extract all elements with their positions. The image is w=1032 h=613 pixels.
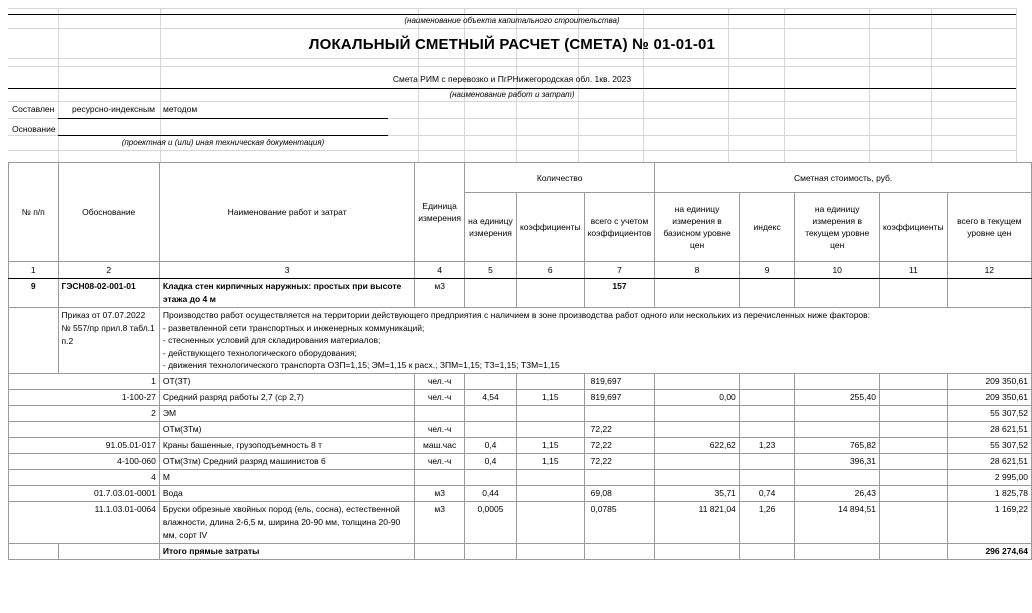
note-line: - разветвленной сети транспортных и инженерных коммуникаций; [162,322,425,333]
row-name: ОТм(Зтм) Средний разряд машинистов 6 [159,453,414,469]
table-row [9,501,1032,543]
col-number: 5 [465,262,517,279]
note-row [9,308,1032,374]
table-row [9,437,1032,453]
row-name: ЭМ [159,405,414,421]
col-number: 6 [516,262,584,279]
row-qty-total: 0,0785 [584,501,655,543]
row-current-price [795,373,879,389]
note-basis: Приказ от 07.07.2022 № 557/пр прил.8 табл.1 п.2 [58,308,159,374]
row-base-price [655,469,739,485]
row-code: 4 [9,469,160,485]
row-code: 91.05.01-017 [9,437,160,453]
row-unit [415,469,465,485]
col-header-cost-base: на единицу измерения в базисном уровне цен [655,193,739,262]
row-current-price: 255,40 [795,389,879,405]
composed-label: Составлен [12,104,55,114]
row-name: ОТ(ЗТ) [159,373,414,389]
row-cost-coef [879,389,947,405]
basis-label: Основание [12,124,56,134]
row-current-price: 765,82 [795,437,879,453]
row-cost-coef [879,469,947,485]
estimate-title: ЛОКАЛЬНЫЙ СМЕТНЫЙ РАСЧЕТ (СМЕТА) № 01-01-01 [308,36,716,53]
row-unit: чел.-ч [415,421,465,437]
row-index [739,453,795,469]
row-index [739,421,795,437]
row-qty: 4,54 [465,389,517,405]
row-total: 28 621,51 [947,453,1031,469]
row-code: 2 [9,405,160,421]
composed-value-method: ресурсно-индексным [72,104,155,114]
col-number: 7 [584,262,655,279]
col-header-cost-index: индекс [739,193,795,262]
row-name: Вода [159,485,414,501]
row-qty-total: 72,22 [584,421,655,437]
row-unit: чел.-ч [415,389,465,405]
row-cost-coef [879,501,947,543]
row-base-price: 11 821,04 [655,501,739,543]
object-caption: (наименование объекта капитального строительства) [404,16,620,25]
row-code: 01.7.03.01-0001 [9,485,160,501]
row-qty-total: 819,697 [584,389,655,405]
row-total: 209 350,61 [947,389,1031,405]
row-cost-coef [879,437,947,453]
table-row [9,469,1032,485]
table-row [9,485,1032,501]
row-total: 55 307,52 [947,405,1031,421]
row-base-price [655,453,739,469]
row-total: 2 995,00 [947,469,1031,485]
row-index: 0,74 [739,485,795,501]
row-code [9,421,160,437]
row-index [739,405,795,421]
row-index [739,469,795,485]
table-row [9,389,1032,405]
row-qty-total: 72,22 [584,453,655,469]
row-qty [465,469,517,485]
col-header-unit: Единица измерения [415,163,465,262]
row-coef: 1,15 [516,453,584,469]
note-line: - стесненных условий для складирования материалов; [162,335,381,345]
row-unit: м3 [415,485,465,501]
row-current-price [795,421,879,437]
position-number: 9 [9,279,59,308]
row-unit: чел.-ч [415,373,465,389]
works-caption: (наименование работ и затрат) [449,90,575,99]
row-name: М [159,469,414,485]
col-header-qty-total: всего с учетом коэффициентов [584,193,655,262]
row-unit: м3 [415,501,465,543]
position-row [9,279,1032,308]
position-name: Кладка стен кирпичных наружных: простых при высоте этажа до 4 м [159,279,414,308]
col-header-basis: Обоснование [58,163,159,262]
row-total: 28 621,51 [947,421,1031,437]
row-qty: 0,0005 [465,501,517,543]
row-name: ОТм(ЗТм) [159,421,414,437]
note-line: Производство работ осуществляется на территории действующего предприятия с наличием в зоне производства работ одного или нескольких из перечисленных ниже факторов: [162,310,871,320]
col-number: 8 [655,262,739,279]
table-row [9,421,1032,437]
total-value: 296 274,64 [947,543,1031,559]
row-qty [465,405,517,421]
col-number: 10 [795,262,879,279]
row-name: Краны башенные, грузоподъемность 8 т [159,437,414,453]
row-current-price: 14 894,51 [795,501,879,543]
position-qty-total: 157 [584,279,655,308]
row-coef [516,469,584,485]
row-qty: 0,4 [465,437,517,453]
row-base-price [655,373,739,389]
row-coef [516,405,584,421]
col-number: 2 [58,262,159,279]
col-header-cost-total: всего в текущем уровне цен [947,193,1031,262]
row-qty: 0,44 [465,485,517,501]
row-base-price [655,421,739,437]
row-qty: 0,4 [465,453,517,469]
row-unit [415,405,465,421]
basis-caption: (проектная и (или) иная техническая документация) [121,138,325,147]
row-index: 1,26 [739,501,795,543]
table-row [9,453,1032,469]
col-group-quantity: Количество [465,163,655,193]
composed-value-method-word: методом [163,104,198,114]
row-current-price: 396,31 [795,453,879,469]
col-number: 1 [9,262,59,279]
note-line: - движения технологического транспорта ОЗП=1,15; ЭМ=1,15 к расх.; ЗПМ=1,15; ТЗ=1,15; ТЗМ=1,15 [162,360,560,370]
row-code: 4-100-060 [9,453,160,469]
row-base-price: 0,00 [655,389,739,405]
position-code: ГЭСН08-02-001-01 [58,279,159,308]
total-row [9,543,1032,559]
row-unit: чел.-ч [415,453,465,469]
row-cost-coef [879,405,947,421]
col-header-qty-coef: коэффициенты [516,193,584,262]
row-index [739,373,795,389]
row-cost-coef [879,453,947,469]
row-code: 1-100-27 [9,389,160,405]
col-header-cost-current: на единицу измерения в текущем уровне цен [795,193,879,262]
col-number: 9 [739,262,795,279]
row-coef: 1,15 [516,389,584,405]
row-total: 1 169,22 [947,501,1031,543]
row-index [739,389,795,405]
col-number: 4 [415,262,465,279]
row-total: 209 350,61 [947,373,1031,389]
table-row [9,373,1032,389]
row-code: 1 [9,373,160,389]
row-total: 55 307,52 [947,437,1031,453]
col-header-qty-unit: на единицу измерения [465,193,517,262]
estimate-subtitle: Смета РИМ с перевозко и ПгРНижегородская обл. 1кв. 2023 [392,74,632,84]
col-header-cost-coef: коэффициенты [879,193,947,262]
row-base-price [655,405,739,421]
row-qty-total: 72,22 [584,437,655,453]
row-coef [516,421,584,437]
row-cost-coef [879,421,947,437]
col-number: 12 [947,262,1031,279]
row-qty-total [584,469,655,485]
row-index: 1,23 [739,437,795,453]
row-total: 1 825,78 [947,485,1031,501]
row-coef [516,373,584,389]
row-cost-coef [879,373,947,389]
row-coef: 1,15 [516,437,584,453]
row-qty [465,421,517,437]
row-qty-total: 69,08 [584,485,655,501]
col-header-num: № п/п [9,163,59,262]
row-coef [516,485,584,501]
col-header-name: Наименование работ и затрат [159,163,414,262]
row-qty-total [584,405,655,421]
col-group-cost: Сметная стоимость, руб. [655,163,1032,193]
table-row [9,405,1032,421]
row-unit: маш.час [415,437,465,453]
row-cost-coef [879,485,947,501]
row-base-price: 622,62 [655,437,739,453]
total-label: Итого прямые затраты [159,543,414,559]
note-line: - действующего технологического оборудования; [162,347,357,358]
row-current-price: 26,43 [795,485,879,501]
row-name: Средний разряд работы 2,7 (ср 2,7) [159,389,414,405]
row-name: Бруски обрезные хвойных пород (ель, сосна), естественной влажности, длина 2-6,5 м, ширина 20-90 мм, толщина 20-90 мм, сорт IV [159,501,414,543]
row-qty [465,373,517,389]
row-base-price: 35,71 [655,485,739,501]
row-current-price [795,469,879,485]
col-number: 11 [879,262,947,279]
position-unit: м3 [415,279,465,308]
col-number: 3 [159,262,414,279]
row-qty-total: 819,697 [584,373,655,389]
row-coef [516,501,584,543]
row-current-price [795,405,879,421]
row-code: 11.1.03.01-0064 [9,501,160,543]
estimate-table [8,162,1032,560]
